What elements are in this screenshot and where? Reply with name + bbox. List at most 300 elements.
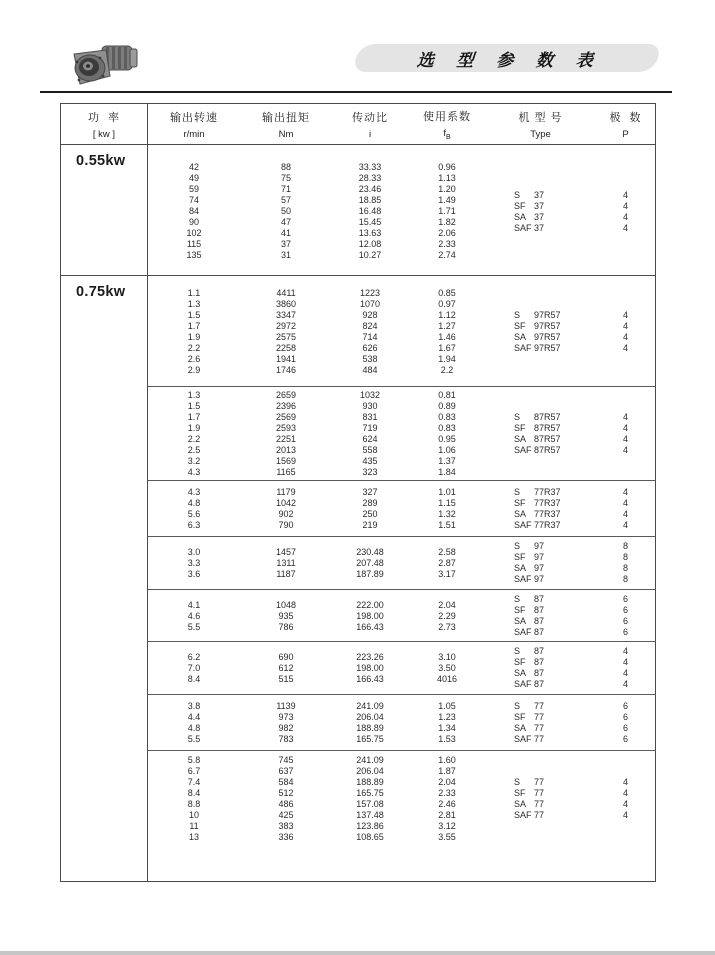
type-series: S bbox=[514, 412, 521, 422]
poles-value: 6 bbox=[622, 712, 628, 722]
data-block bbox=[148, 276, 656, 386]
poles-value: 4 bbox=[622, 445, 628, 455]
type-series: SF bbox=[514, 788, 526, 798]
type-cell bbox=[514, 332, 595, 343]
factor-value: 3.10 bbox=[438, 651, 456, 662]
factor-value: 2.06 bbox=[438, 228, 456, 238]
speed-column bbox=[148, 288, 240, 376]
type-size: 77 bbox=[534, 777, 545, 787]
page-title: 选 型 参 数 表 bbox=[415, 50, 607, 70]
torque-value: 336 bbox=[278, 832, 294, 842]
poles-value: 4 bbox=[622, 310, 628, 320]
ratio-value: 219 bbox=[362, 520, 378, 530]
power-section bbox=[61, 275, 655, 881]
type-cell bbox=[514, 627, 595, 638]
speed-value: 4.3 bbox=[187, 487, 201, 497]
poles-value: 4 bbox=[622, 434, 628, 444]
type-series: SA bbox=[514, 434, 527, 444]
ratio-column bbox=[332, 390, 408, 478]
torque-column bbox=[240, 652, 332, 685]
speed-value: 3.2 bbox=[187, 456, 201, 466]
factor-value: 0.96 bbox=[438, 162, 456, 172]
poles-value: 4 bbox=[622, 668, 628, 678]
poles-value: 4 bbox=[622, 200, 628, 211]
speed-value: 2.9 bbox=[187, 365, 201, 375]
type-size: 77 bbox=[534, 810, 545, 820]
ratio-value: 188.89 bbox=[356, 723, 384, 733]
header-speed bbox=[148, 104, 240, 144]
poles-value: 4 bbox=[622, 788, 628, 798]
torque-value: 3860 bbox=[275, 299, 297, 309]
torque-column bbox=[240, 600, 332, 633]
factor-value: 1.53 bbox=[438, 734, 456, 744]
type-series: SAF bbox=[514, 734, 532, 744]
ratio-value: 23.46 bbox=[358, 184, 382, 194]
type-cell bbox=[514, 668, 595, 679]
speed-value: 6.7 bbox=[187, 766, 201, 776]
power-column bbox=[61, 276, 148, 881]
ratio-value: 928 bbox=[362, 310, 378, 320]
type-size: 77 bbox=[534, 712, 545, 722]
type-size: 77 bbox=[534, 723, 545, 733]
type-cell bbox=[514, 190, 595, 201]
poles-value: 4 bbox=[622, 520, 628, 530]
header-divider bbox=[40, 91, 672, 93]
type-column bbox=[486, 594, 595, 638]
type-size: 87 bbox=[534, 679, 545, 689]
type-series: S bbox=[514, 310, 521, 320]
torque-value: 47 bbox=[280, 217, 291, 227]
header-service-factor-name: 使用系数 bbox=[423, 110, 471, 123]
torque-value: 2575 bbox=[275, 332, 297, 342]
ratio-value: 15.45 bbox=[358, 217, 382, 227]
ratio-value: 187.89 bbox=[356, 568, 384, 579]
ratio-value: 250 bbox=[362, 509, 378, 519]
type-size: 97R57 bbox=[534, 332, 561, 342]
speed-value: 2.2 bbox=[187, 434, 201, 444]
factor-value: 1.94 bbox=[438, 354, 456, 364]
poles-column bbox=[595, 487, 656, 531]
ratio-value: 558 bbox=[362, 445, 378, 455]
power-column bbox=[61, 145, 148, 275]
torque-value: 486 bbox=[278, 799, 294, 809]
type-cell bbox=[514, 734, 595, 745]
ratio-value: 323 bbox=[362, 467, 378, 477]
type-column bbox=[486, 412, 595, 456]
torque-value: 790 bbox=[278, 520, 294, 530]
factor-column bbox=[408, 162, 486, 261]
type-size: 77 bbox=[534, 734, 545, 744]
type-size: 77R37 bbox=[534, 498, 561, 508]
type-series: S bbox=[514, 777, 521, 787]
header-power bbox=[61, 104, 148, 144]
poles-column bbox=[595, 777, 656, 821]
factor-value: 3.17 bbox=[438, 568, 456, 579]
speed-value: 10 bbox=[188, 810, 199, 820]
poles-column bbox=[595, 701, 656, 745]
type-size: 87R57 bbox=[534, 445, 561, 455]
ratio-value: 165.75 bbox=[356, 734, 384, 744]
data-block bbox=[148, 750, 656, 881]
type-size: 87 bbox=[534, 594, 545, 604]
type-series: SA bbox=[514, 723, 527, 733]
data-blocks bbox=[148, 145, 656, 275]
factor-value: 0.97 bbox=[438, 299, 456, 309]
torque-value: 4411 bbox=[276, 288, 296, 298]
data-blocks bbox=[148, 276, 656, 881]
poles-value: 6 bbox=[622, 605, 628, 615]
ratio-value: 188.89 bbox=[356, 777, 384, 787]
speed-value: 5.6 bbox=[187, 509, 201, 519]
factor-column bbox=[408, 755, 486, 843]
torque-value: 88 bbox=[280, 162, 291, 172]
factor-value: 2.74 bbox=[438, 250, 456, 260]
factor-value: 1.20 bbox=[438, 184, 456, 194]
torque-column bbox=[240, 288, 332, 376]
torque-column bbox=[240, 547, 332, 580]
type-size: 97R57 bbox=[534, 321, 561, 331]
speed-value: 1.9 bbox=[187, 423, 201, 433]
type-size: 77R37 bbox=[534, 520, 561, 530]
factor-value: 0.85 bbox=[438, 288, 456, 298]
type-cell bbox=[514, 509, 595, 520]
header-ratio-name: 传动比 bbox=[352, 111, 388, 124]
type-size: 37 bbox=[534, 189, 545, 200]
speed-value: 1.9 bbox=[187, 332, 201, 342]
type-cell bbox=[514, 541, 595, 552]
poles-value: 6 bbox=[622, 627, 628, 637]
table-body bbox=[61, 145, 655, 881]
torque-value: 50 bbox=[280, 206, 291, 216]
type-cell bbox=[514, 723, 595, 734]
type-cell bbox=[514, 434, 595, 445]
speed-column bbox=[148, 487, 240, 531]
speed-value: 4.8 bbox=[187, 498, 201, 508]
ratio-value: 538 bbox=[362, 354, 378, 364]
type-size: 77 bbox=[534, 788, 545, 798]
type-cell bbox=[514, 679, 595, 690]
header-poles bbox=[595, 104, 656, 144]
poles-value: 4 bbox=[622, 211, 628, 222]
speed-value: 11 bbox=[189, 821, 199, 831]
torque-value: 2396 bbox=[275, 401, 297, 411]
type-series: SAF bbox=[514, 574, 532, 584]
torque-value: 935 bbox=[278, 610, 294, 621]
type-series: SA bbox=[514, 799, 527, 809]
type-cell bbox=[514, 498, 595, 509]
torque-value: 1457 bbox=[275, 546, 297, 557]
type-size: 87R57 bbox=[534, 423, 561, 433]
torque-value: 383 bbox=[278, 821, 294, 831]
type-cell bbox=[514, 605, 595, 616]
type-series: SF bbox=[514, 712, 526, 722]
poles-value: 8 bbox=[622, 563, 628, 573]
torque-value: 745 bbox=[278, 755, 294, 765]
factor-value: 2.2 bbox=[440, 365, 454, 375]
speed-value: 4.8 bbox=[187, 723, 201, 733]
type-size: 87R57 bbox=[534, 412, 561, 422]
speed-value: 5.5 bbox=[187, 621, 201, 632]
speed-value: 2.2 bbox=[187, 343, 201, 353]
type-series: SF bbox=[514, 200, 526, 211]
ratio-value: 1032 bbox=[359, 390, 381, 400]
speed-value: 3.8 bbox=[187, 701, 201, 711]
type-cell bbox=[514, 343, 595, 354]
torque-value: 2251 bbox=[275, 434, 297, 444]
type-cell bbox=[514, 212, 595, 223]
poles-column bbox=[595, 310, 656, 354]
type-column bbox=[486, 646, 595, 690]
type-cell bbox=[514, 563, 595, 574]
type-size: 37 bbox=[534, 200, 545, 211]
factor-value: 1.71 bbox=[438, 206, 456, 216]
type-series: SF bbox=[514, 321, 526, 331]
torque-value: 2972 bbox=[275, 321, 297, 331]
torque-value: 57 bbox=[280, 195, 291, 205]
speed-column bbox=[148, 390, 240, 478]
speed-value: 3.3 bbox=[187, 557, 201, 568]
factor-value: 3.50 bbox=[438, 662, 456, 673]
torque-value: 37 bbox=[280, 239, 291, 249]
speed-value: 5.8 bbox=[187, 755, 201, 765]
table-header bbox=[61, 104, 655, 145]
poles-value: 4 bbox=[622, 657, 628, 667]
speed-value: 2.5 bbox=[187, 445, 201, 455]
type-cell bbox=[514, 487, 595, 498]
torque-value: 2569 bbox=[275, 412, 297, 422]
speed-value: 2.6 bbox=[187, 354, 201, 364]
poles-value: 4 bbox=[622, 189, 628, 200]
torque-value: 1048 bbox=[275, 599, 297, 610]
poles-value: 6 bbox=[622, 734, 628, 744]
torque-value: 982 bbox=[278, 723, 294, 733]
type-series: SA bbox=[514, 211, 527, 222]
speed-value: 1.5 bbox=[187, 310, 201, 320]
speed-column bbox=[148, 600, 240, 633]
speed-value: 4.6 bbox=[187, 610, 201, 621]
factor-value: 0.95 bbox=[438, 434, 456, 444]
poles-value: 8 bbox=[622, 541, 628, 551]
factor-column bbox=[408, 487, 486, 531]
header-poles-unit: P bbox=[622, 128, 629, 140]
type-cell bbox=[514, 777, 595, 788]
type-series: SA bbox=[514, 616, 527, 626]
ratio-value: 930 bbox=[362, 401, 378, 411]
type-series: S bbox=[514, 487, 521, 497]
factor-value: 2.33 bbox=[438, 239, 456, 249]
ratio-value: 108.65 bbox=[356, 832, 384, 842]
data-block bbox=[148, 589, 656, 641]
speed-value: 6.2 bbox=[187, 651, 201, 662]
ratio-value: 207.48 bbox=[356, 557, 384, 568]
speed-value: 4.4 bbox=[187, 712, 201, 722]
selection-parameter-table bbox=[60, 103, 656, 882]
speed-value: 7.4 bbox=[187, 777, 201, 787]
torque-value: 1042 bbox=[275, 498, 297, 508]
type-series: SF bbox=[514, 498, 526, 508]
speed-value: 13 bbox=[188, 832, 199, 842]
type-size: 97R57 bbox=[534, 310, 561, 320]
factor-column bbox=[408, 288, 486, 376]
type-size: 77 bbox=[534, 701, 545, 711]
header-type-name: 机 型 号 bbox=[518, 111, 563, 124]
torque-value: 31 bbox=[280, 250, 291, 260]
header-speed-unit: r/min bbox=[183, 128, 205, 140]
factor-value: 2.04 bbox=[438, 777, 456, 787]
type-cell bbox=[514, 310, 595, 321]
speed-value: 1.3 bbox=[187, 299, 201, 309]
speed-value: 1.7 bbox=[187, 412, 201, 422]
speed-value: 8.8 bbox=[187, 799, 201, 809]
speed-value: 6.3 bbox=[187, 520, 201, 530]
ratio-column bbox=[332, 600, 408, 633]
factor-value: 0.83 bbox=[438, 423, 456, 433]
ratio-value: 241.09 bbox=[356, 755, 384, 765]
poles-value: 4 bbox=[622, 498, 628, 508]
torque-value: 3347 bbox=[275, 310, 297, 320]
type-series: S bbox=[514, 701, 521, 711]
speed-value: 74 bbox=[188, 195, 199, 205]
speed-value: 135 bbox=[186, 250, 202, 260]
ratio-value: 484 bbox=[362, 365, 378, 375]
type-series: SF bbox=[514, 605, 526, 615]
title-banner bbox=[351, 44, 662, 72]
header-speed-name: 输出转速 bbox=[170, 111, 218, 124]
torque-value: 637 bbox=[278, 766, 294, 776]
factor-value: 1.06 bbox=[438, 445, 456, 455]
factor-value: 1.05 bbox=[438, 701, 456, 711]
factor-column bbox=[408, 600, 486, 633]
factor-value: 1.67 bbox=[438, 343, 456, 353]
ratio-column bbox=[332, 652, 408, 685]
data-block bbox=[148, 694, 656, 750]
type-size: 87 bbox=[534, 627, 545, 637]
torque-value: 584 bbox=[278, 777, 294, 787]
ratio-value: 10.27 bbox=[358, 250, 382, 260]
speed-value: 4.1 bbox=[187, 599, 201, 610]
poles-value: 4 bbox=[622, 423, 628, 433]
poles-value: 4 bbox=[622, 487, 628, 497]
ratio-value: 137.48 bbox=[356, 810, 384, 820]
ratio-value: 157.08 bbox=[356, 799, 384, 809]
poles-value: 6 bbox=[622, 616, 628, 626]
type-column bbox=[486, 777, 595, 821]
type-series: SA bbox=[514, 563, 527, 573]
data-block bbox=[148, 536, 656, 589]
header-service-factor-unit: $f_B$ bbox=[443, 127, 451, 141]
torque-value: 1746 bbox=[275, 365, 297, 375]
poles-value: 4 bbox=[622, 412, 628, 422]
factor-value: 3.55 bbox=[438, 832, 456, 842]
factor-column bbox=[408, 701, 486, 745]
ratio-value: 165.75 bbox=[356, 788, 384, 798]
ratio-value: 198.00 bbox=[356, 610, 384, 621]
type-series: SA bbox=[514, 332, 527, 342]
data-block bbox=[148, 641, 656, 694]
type-size: 87R57 bbox=[534, 434, 561, 444]
poles-value: 4 bbox=[622, 343, 628, 353]
ratio-value: 166.43 bbox=[356, 673, 384, 684]
type-series: SAF bbox=[514, 627, 532, 637]
type-size: 87 bbox=[534, 668, 545, 678]
power-rating: 0.55kw bbox=[76, 153, 126, 169]
poles-column bbox=[595, 412, 656, 456]
torque-column bbox=[240, 162, 332, 261]
type-cell bbox=[514, 321, 595, 332]
ratio-value: 28.33 bbox=[358, 173, 382, 183]
ratio-value: 206.04 bbox=[356, 712, 384, 722]
factor-value: 1.87 bbox=[438, 766, 456, 776]
poles-value: 6 bbox=[622, 723, 628, 733]
torque-value: 1165 bbox=[276, 467, 296, 477]
factor-value: 1.82 bbox=[438, 217, 456, 227]
ratio-value: 223.26 bbox=[356, 651, 384, 662]
type-series: SAF bbox=[514, 222, 532, 233]
type-cell bbox=[514, 223, 595, 234]
type-cell bbox=[514, 520, 595, 531]
speed-value: 1.7 bbox=[187, 321, 201, 331]
type-cell bbox=[514, 788, 595, 799]
factor-column bbox=[408, 547, 486, 580]
header-torque-unit: Nm bbox=[278, 128, 294, 140]
ratio-value: 12.08 bbox=[358, 239, 382, 249]
ratio-value: 714 bbox=[362, 332, 378, 342]
ratio-value: 18.85 bbox=[358, 195, 382, 205]
speed-value: 1.3 bbox=[187, 390, 201, 400]
type-size: 87 bbox=[534, 657, 545, 667]
type-cell bbox=[514, 701, 595, 712]
power-rating: 0.75kw bbox=[76, 284, 126, 300]
poles-column bbox=[595, 594, 656, 638]
torque-value: 425 bbox=[278, 810, 294, 820]
power-section bbox=[61, 145, 655, 275]
poles-value: 4 bbox=[622, 332, 628, 342]
factor-value: 0.83 bbox=[438, 412, 456, 422]
torque-column bbox=[240, 701, 332, 745]
ratio-value: 166.43 bbox=[356, 621, 384, 632]
speed-value: 3.6 bbox=[187, 568, 201, 579]
poles-value: 6 bbox=[622, 594, 628, 604]
ratio-value: 16.48 bbox=[358, 206, 382, 216]
torque-value: 1179 bbox=[276, 487, 296, 497]
ratio-value: 719 bbox=[362, 423, 378, 433]
header-type bbox=[486, 104, 595, 144]
type-size: 77 bbox=[534, 799, 545, 809]
type-cell bbox=[514, 552, 595, 563]
speed-value: 3.0 bbox=[187, 546, 201, 557]
ratio-value: 198.00 bbox=[356, 662, 384, 673]
factor-subscript: B bbox=[445, 133, 451, 141]
type-size: 97 bbox=[534, 552, 545, 562]
factor-value: 4016 bbox=[436, 673, 458, 684]
factor-value: 1.13 bbox=[438, 173, 456, 183]
factor-value: 2.81 bbox=[438, 810, 456, 820]
ratio-value: 241.09 bbox=[356, 701, 384, 711]
factor-value: 1.15 bbox=[438, 498, 456, 508]
factor-value: 2.73 bbox=[438, 621, 456, 632]
factor-value: 0.89 bbox=[438, 401, 456, 411]
speed-value: 4.3 bbox=[187, 467, 201, 477]
header-power-name: 功 率 bbox=[87, 111, 121, 124]
type-size: 97 bbox=[534, 563, 545, 573]
torque-value: 1187 bbox=[276, 568, 296, 579]
torque-value: 1139 bbox=[276, 701, 296, 711]
poles-value: 6 bbox=[622, 701, 628, 711]
speed-column bbox=[148, 755, 240, 843]
poles-value: 4 bbox=[622, 321, 628, 331]
torque-value: 2258 bbox=[275, 343, 297, 353]
ratio-value: 1223 bbox=[359, 288, 381, 298]
